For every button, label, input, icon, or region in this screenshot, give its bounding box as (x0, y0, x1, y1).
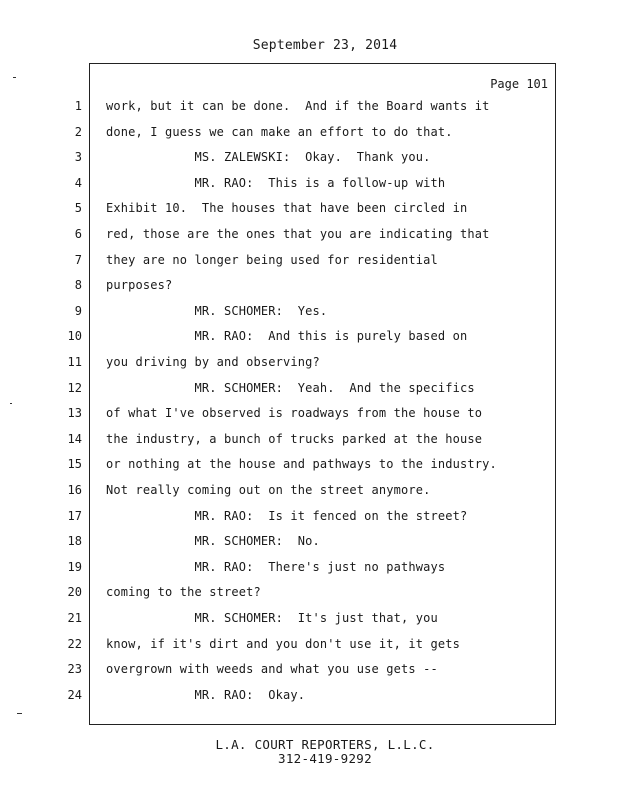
line-number: 22 (67, 637, 82, 651)
transcript-line: MR. SCHOMER: It's just that, you (106, 611, 438, 625)
line-number: 1 (74, 99, 82, 113)
transcript-line: done, I guess we can make an effort to do that. (106, 125, 453, 139)
transcript-line: or nothing at the house and pathways to the industry. (106, 457, 497, 471)
transcript-line: MR. SCHOMER: No. (106, 534, 320, 548)
transcript-line: MR. SCHOMER: Yeah. And the specifics (106, 381, 475, 395)
transcript-line: red, those are the ones that you are indicating that (106, 227, 490, 241)
transcript-line: MR. RAO: And this is purely based on (106, 329, 468, 343)
line-number: 18 (67, 534, 82, 548)
transcript-line: know, if it's dirt and you don't use it, it gets (106, 637, 460, 651)
transcript-line: MR. RAO: There's just no pathways (106, 560, 446, 574)
line-number: 10 (67, 329, 82, 343)
transcript-line: work, but it can be done. And if the Board wants it (106, 99, 490, 113)
line-number: 21 (67, 611, 82, 625)
line-number: 19 (67, 560, 82, 574)
transcript-line: overgrown with weeds and what you use gets -- (106, 662, 438, 676)
reporter-company: L.A. COURT REPORTERS, L.L.C. (215, 737, 435, 752)
scan-speck (13, 77, 16, 78)
line-number: 9 (74, 304, 82, 318)
line-number: 7 (74, 253, 82, 267)
line-number: 15 (67, 457, 82, 471)
transcript-line: MR. RAO: Is it fenced on the street? (106, 509, 468, 523)
line-number: 8 (74, 278, 82, 292)
line-number: 4 (74, 176, 82, 190)
line-number: 3 (74, 150, 82, 164)
line-number: 17 (67, 509, 82, 523)
line-number: 14 (67, 432, 82, 446)
transcript-line: Exhibit 10. The houses that have been circled in (106, 201, 468, 215)
line-number: 5 (74, 201, 82, 215)
transcript-line: MR. RAO: This is a follow-up with (106, 176, 446, 190)
transcript-line: of what I've observed is roadways from the house to (106, 406, 483, 420)
transcript-line: you driving by and observing? (106, 355, 320, 369)
transcript-date: September 23, 2014 (252, 38, 398, 53)
transcript-line: they are no longer being used for residential (106, 253, 438, 267)
transcript-line: MR. SCHOMER: Yes. (106, 304, 328, 318)
transcript-line: MR. RAO: Okay. (106, 688, 306, 702)
line-number: 6 (74, 227, 82, 241)
transcript-line: Not really coming out on the street anymore. (106, 483, 431, 497)
transcript-line: purposes? (106, 278, 173, 292)
line-number: 23 (67, 662, 82, 676)
scan-speck (17, 713, 22, 714)
line-number: 2 (74, 125, 82, 139)
line-number: 13 (67, 406, 82, 420)
line-number: 11 (67, 355, 82, 369)
line-number: 12 (67, 381, 82, 395)
transcript-line: MS. ZALEWSKI: Okay. Thank you. (106, 150, 431, 164)
line-number: 20 (67, 585, 82, 599)
transcript-line: coming to the street? (106, 585, 261, 599)
reporter-phone: 312-419-9292 (278, 751, 372, 766)
line-number: 16 (67, 483, 82, 497)
line-number: 24 (67, 688, 82, 702)
scan-speck (10, 403, 12, 404)
page-number: Page 101 (490, 77, 548, 91)
transcript-line: the industry, a bunch of trucks parked at the house (106, 432, 483, 446)
